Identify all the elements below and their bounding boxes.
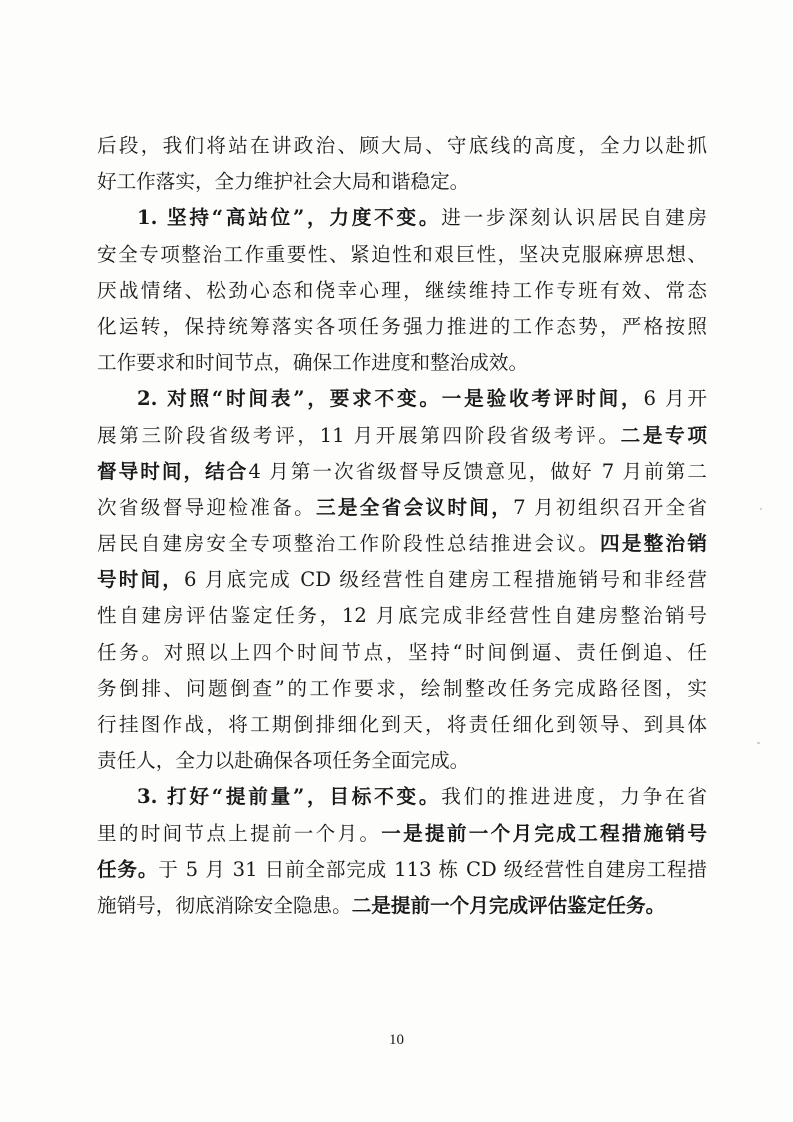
text-segment: 工作要求和时间节点，确保工作进度和整治成效。 xyxy=(97,351,529,375)
text-line xyxy=(97,816,707,852)
scan-speck xyxy=(760,508,762,510)
text-line xyxy=(97,128,707,164)
bold-text-segment: 3. 打好“提前量”，目标不变。 xyxy=(137,785,442,809)
text-line xyxy=(97,598,707,634)
page-number: 10 xyxy=(389,1032,404,1048)
text-segment: 任务。对照以上四个时间节点，坚持“时间倒逼、责任倒追、任 xyxy=(97,640,707,664)
text-segment: 6 月底完成 CD 级经营性自建房工程措施销号和非经营 xyxy=(184,568,707,592)
text-segment: 务倒排、问题倒查”的工作要求，绘制整改任务完成路径图，实 xyxy=(97,676,707,700)
text-line xyxy=(97,635,707,671)
text-line xyxy=(97,381,707,417)
bold-text-segment: 号时间， xyxy=(97,568,185,592)
text-line xyxy=(97,779,707,815)
bold-text-segment: 二是提前一个月完成评估鉴定任务。 xyxy=(351,893,666,917)
text-segment: 居民自建房安全专项整治工作阶段性总结推进会议。 xyxy=(97,532,600,556)
text-segment: 里的时间节点上提前一个月。 xyxy=(97,821,382,845)
text-line xyxy=(97,562,707,598)
body-text xyxy=(97,128,707,924)
text-line xyxy=(97,237,707,273)
text-segment: 行挂图作战，将工期倒排细化到天，将责任细化到领导、到具体 xyxy=(97,713,707,736)
text-line xyxy=(97,454,707,490)
text-segment: 我们的推进进度，力争在省 xyxy=(441,785,707,809)
bold-text-segment: 督导时间，结合 xyxy=(97,459,249,483)
text-line xyxy=(97,671,707,707)
text-line xyxy=(97,345,707,381)
text-line xyxy=(97,309,707,345)
text-segment: 安全专项整治工作重要性、紧迫性和艰巨性，坚决克服麻痹思想、 xyxy=(97,242,707,266)
text-line xyxy=(97,707,707,743)
bold-text-segment: 任务。 xyxy=(97,857,159,881)
text-line xyxy=(97,164,707,200)
text-line xyxy=(97,888,707,924)
text-line xyxy=(97,852,707,888)
text-line xyxy=(97,418,707,454)
bold-text-segment: 四是整治销 xyxy=(599,532,707,556)
text-line xyxy=(97,200,707,236)
text-segment: 6 月开 xyxy=(643,387,707,411)
bold-text-segment: 三是全省会议时间， xyxy=(316,495,514,519)
text-segment: 性自建房评估鉴定任务，12 月底完成非经营性自建房整治销号 xyxy=(97,604,707,628)
bold-text-segment: 2. 对照“时间表”，要求不变。一是验收考评时间， xyxy=(137,387,644,411)
text-line xyxy=(97,490,707,526)
bold-text-segment: 1. 坚持“高站位”，力度不变。 xyxy=(137,206,442,230)
bold-text-segment: 一是提前一个月完成工程措施销号 xyxy=(381,821,707,845)
text-segment: 展第三阶段省级考评，11 月开展第四阶段省级考评。 xyxy=(97,423,621,447)
text-segment: 施销号，彻底消除安全隐患。 xyxy=(97,893,352,917)
text-segment: 化运转，保持统筹落实各项任务强力推进的工作态势，严格按照 xyxy=(97,314,707,338)
text-line xyxy=(97,526,707,562)
bold-text-segment: 二是专项 xyxy=(620,423,707,447)
text-segment: 4 月第一次省级督导反馈意见，做好 7 月前第二 xyxy=(248,459,707,483)
text-segment: 责任人，全力以赴确保各项任务全面完成。 xyxy=(97,749,470,773)
text-segment: 厌战情绪、松劲心态和侥幸心理，继续维持工作专班有效、常态 xyxy=(97,278,707,302)
text-segment: 好工作落实，全力维护社会大局和谐稳定。 xyxy=(97,170,470,194)
text-line xyxy=(97,743,707,779)
text-segment: 进一步深刻认识居民自建房 xyxy=(441,206,707,230)
text-segment: 7 月初组织召开全省 xyxy=(513,495,707,519)
text-segment: 后段，我们将站在讲政治、顾大局、守底线的高度，全力以赴抓 xyxy=(97,134,707,157)
scan-speck xyxy=(757,742,760,744)
text-segment: 于 5 月 31 日前全部完成 113 栋 CD 级经营性自建房工程措 xyxy=(158,857,707,881)
text-segment: 次省级督导迎检准备。 xyxy=(97,495,316,519)
text-line xyxy=(97,273,707,309)
